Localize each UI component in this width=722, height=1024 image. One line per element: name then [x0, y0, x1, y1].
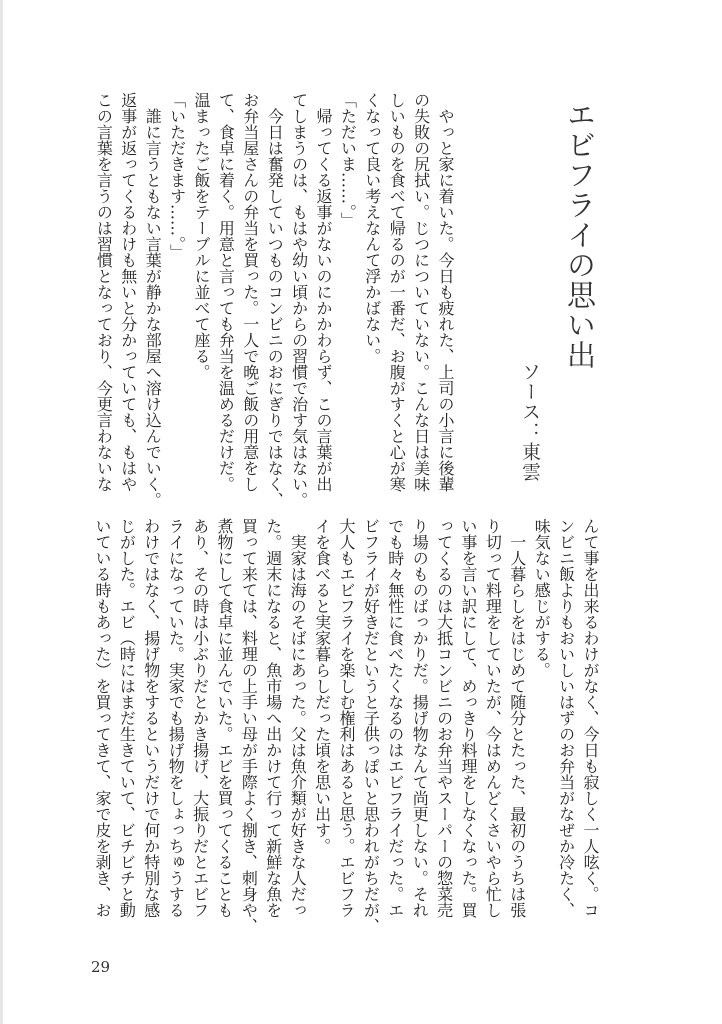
- text-line: 味気ない感じがする。: [532, 518, 552, 678]
- text-line: やっと家に着いた。今日も疲れた、上司の小言に後輩: [436, 92, 455, 492]
- text-line: い事を言い訳にして、めっきり料理をしなくなった。買: [459, 518, 478, 918]
- text-line: 帰ってくる返事がないのにかかわらず、この言葉が出: [314, 92, 333, 492]
- text-line: ンビニ飯よりもおいしいはずのお弁当がなぜか冷たく、: [556, 518, 576, 918]
- text-line: 煮物にして食卓に並んでいた。エビを買ってくることも: [215, 518, 234, 918]
- text-line: 実家は海のそばにあった。父は魚介類が好きな人だっ: [288, 518, 308, 918]
- text-line: 「ただいま……。」: [338, 92, 358, 228]
- text-line: イを食べると実家暮らしだった頃を思い出す。: [312, 518, 332, 854]
- text-line: てしまうのは、もはや幼い頃からの習慣で治す気はない。: [289, 92, 309, 508]
- text-line: でも時々無性に食べたくなるのはエビフライだった。エ: [385, 518, 405, 918]
- page-number: 29: [91, 958, 111, 976]
- story-title: エビフライの思い出: [563, 100, 597, 370]
- text-line: 今日は奮発していつものコンビニのおにぎりではなく、: [265, 92, 285, 508]
- text-line: 「いただきます……。」: [167, 92, 187, 260]
- text-line: 買って来ては、料理の上手い母が手際よく捌き、刺身や、: [239, 518, 259, 934]
- text-line: あり、その時は小ぶりだとかき揚げ、大振りだとエビフ: [190, 518, 210, 918]
- text-line: り切って料理をしていたが、今はめんどくさいやら忙し: [483, 518, 503, 918]
- text-line: 温まったご飯をテーブルに並べて座る。: [192, 92, 211, 380]
- text-line: り場のものばっかりだ。揚げ物なんて尚更しない。それ: [410, 518, 430, 918]
- author-byline: ソース：東雲: [519, 362, 541, 482]
- text-line: くなって良い考えなんて浮かばない。: [362, 92, 382, 364]
- text-line: た。週末になると、魚市場へ出かけて行って新鮮な魚を: [263, 518, 283, 918]
- text-line: 大人もエビフライを楽しむ権利はあると思う。エビフラ: [337, 518, 356, 918]
- text-line: いている時もあった）を買ってきて、家で皮を剥き、お: [93, 518, 112, 918]
- text-line: じがした。エビ（時にはまだ生きていて、ビチビチと動: [117, 518, 137, 918]
- text-line: ライになっていた。実家でも揚げ物をしょっちゅうする: [166, 518, 186, 918]
- text-line: わけではなく、揚げ物をするというだけで何か特別な感: [141, 518, 161, 918]
- text-line: ビフライが好きだというと子供っぽいと思われがちだが、: [361, 518, 381, 934]
- text-line: しいものを食べて帰るのが一番だ、お腹がすくと心が寒: [387, 92, 407, 492]
- text-line: ってくるのは大抵コンビニのお弁当やスーパーの惣菜売: [434, 518, 454, 918]
- text-line: 返事が返ってくるわけも無いと分かっていても、もはや: [118, 92, 138, 492]
- text-line: 一人暮らしをはじめて随分とたった、最初のうちは張: [507, 518, 527, 918]
- text-line: の失敗の尻拭い。じつについていない。こんな日は美味: [411, 92, 431, 492]
- text-line: んて事を出来るわけがなく、今日も寂しく一人呟く。コ: [581, 518, 600, 918]
- text-line: 誰に言うともない言葉が静かな部屋へ溶け込んでいく。: [143, 92, 163, 508]
- text-line: て、食卓に着く。用意と言っても弁当を温めるだけだ。: [216, 92, 236, 492]
- text-line: この言葉を言うのは習慣となっており、今更言わないな: [94, 92, 114, 492]
- text-line: お弁当屋さんの弁当を買った。一人で晩ご飯の用意をし: [240, 92, 260, 492]
